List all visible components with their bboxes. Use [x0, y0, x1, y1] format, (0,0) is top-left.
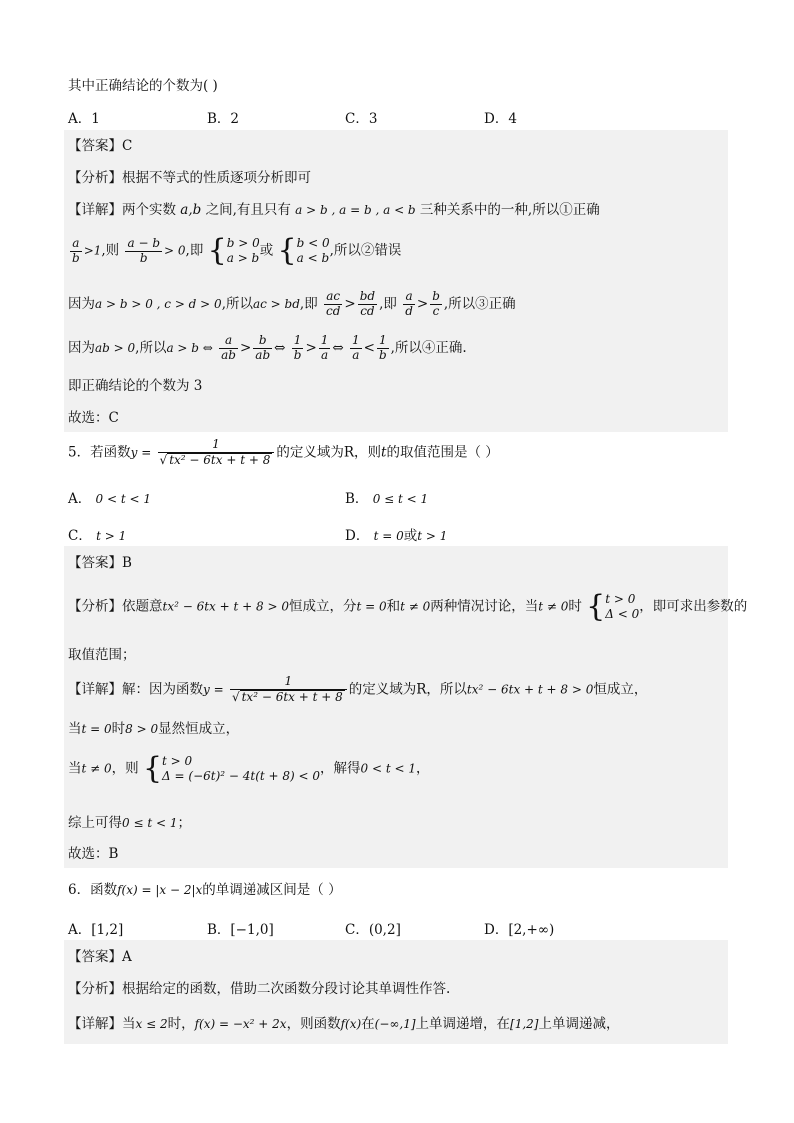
q5-option-b: B． 0 ≤ t < 1 [345, 491, 429, 507]
q6-answer-line: 【答案】A [68, 949, 132, 965]
q6-option-b: B．[−1,0] [207, 922, 274, 938]
option-a: A．1 [68, 111, 100, 127]
question-stem: 其中正确结论的个数为( ) [68, 78, 218, 94]
detail-line-1: 【详解】两个实数 a,b 之间,有且只有 a > b , a = b , a < b 三种关系中的一种,所以①正确 [68, 202, 600, 218]
choose-line: 故选：C [68, 410, 119, 426]
q6-option-c: C．(0,2] [345, 922, 401, 938]
q5-detail-line-2: 当t = 0时8 > 0显然恒成立， [68, 721, 240, 737]
option-c: C．3 [345, 111, 378, 127]
answer-line: 【答案】C [68, 138, 133, 154]
option-b: B．2 [207, 111, 240, 127]
q6-detail-line-1: 【详解】当x ≤ 2时，f(x) = −x² + 2x，则函数f(x)在(−∞,1]上单调递增，在[1,2]上单调递减， [68, 1016, 620, 1032]
q5-analysis-line: 【分析】依题意tx² − 6tx + t + 8 > 0恒成立，分t = 0和t ≠ 0两种情况讨论，当t ≠ 0时 { t > 0 Δ < 0 ，即可求出参数的 [68, 589, 748, 624]
detail-line-2: $\frac{a}{b}$ >1,则 $\frac{a - b}{b}$ > 0,即 { b > 0 a > b 或 { b < 0 a < b ,所以②错误 [72, 233, 402, 268]
q6-option-d: D．[2,+∞) [484, 922, 555, 938]
q5-summary-line: 综上可得0 ≤ t < 1； [68, 815, 191, 831]
q5-detail-line-1: 【详解】解：因为函数y = $\frac{1}{\text{√ tx² − 6tx + t + 8}}$ 的定义域为R，所以tx² − 6tx + t + 8 > 0恒成立， [68, 674, 648, 704]
q5-analysis-line-2: 取值范围； [68, 647, 136, 663]
q5-option-a: A． 0 < t < 1 [68, 491, 152, 507]
q6-option-a: A．[1,2] [68, 922, 124, 938]
q5-answer-line: 【答案】B [68, 555, 132, 571]
analysis-line: 【分析】根据不等式的性质逐项分析即可 [68, 170, 311, 186]
conclusion-line: 即正确结论的个数为 3 [68, 378, 203, 394]
q5-option-c: C． t > 1 [68, 528, 127, 544]
question-6-stem: 6．函数f(x) = |x − 2|x的单调递减区间是（ ） [68, 882, 342, 898]
q5-detail-line-3: 当t ≠ 0，则 { t > 0 Δ = (−6t)² − 4t(t + 8) < 0 ，解得0 < t < 1， [68, 751, 430, 786]
q5-option-d: D． t = 0或t > 1 [345, 528, 448, 544]
q5-choose-line: 故选：B [68, 846, 119, 862]
detail-line-4: 因为ab > 0,所以a > b ⇔ $\frac{a}{ab}$ > $\frac{b}{ab}$ ⇔ $\frac{1}{b}$ > $\frac{1}{a}$ ⇔ $\frac{1}{a}$ < $\frac{1}{b}$ ,所以④正确. [68, 333, 467, 362]
question-5-stem: 5．若函数y = $\frac{1}{\text{√ tx² − 6tx + t + 8}}$ 的定义域为R，则t的取值范围是（ ） [68, 437, 499, 467]
option-d: D．4 [484, 111, 517, 127]
detail-line-3: 因为a > b > 0 , c > d > 0,所以ac > bd,即 $\frac{ac}{cd}$ > $\frac{bd}{cd}$ ,即 $\frac{a}{d}$ > $\frac{b}{c}$ ,所以③正确 [68, 289, 516, 318]
q6-analysis-line: 【分析】根据给定的函数，借助二次函数分段讨论其单调性作答. [68, 981, 451, 997]
